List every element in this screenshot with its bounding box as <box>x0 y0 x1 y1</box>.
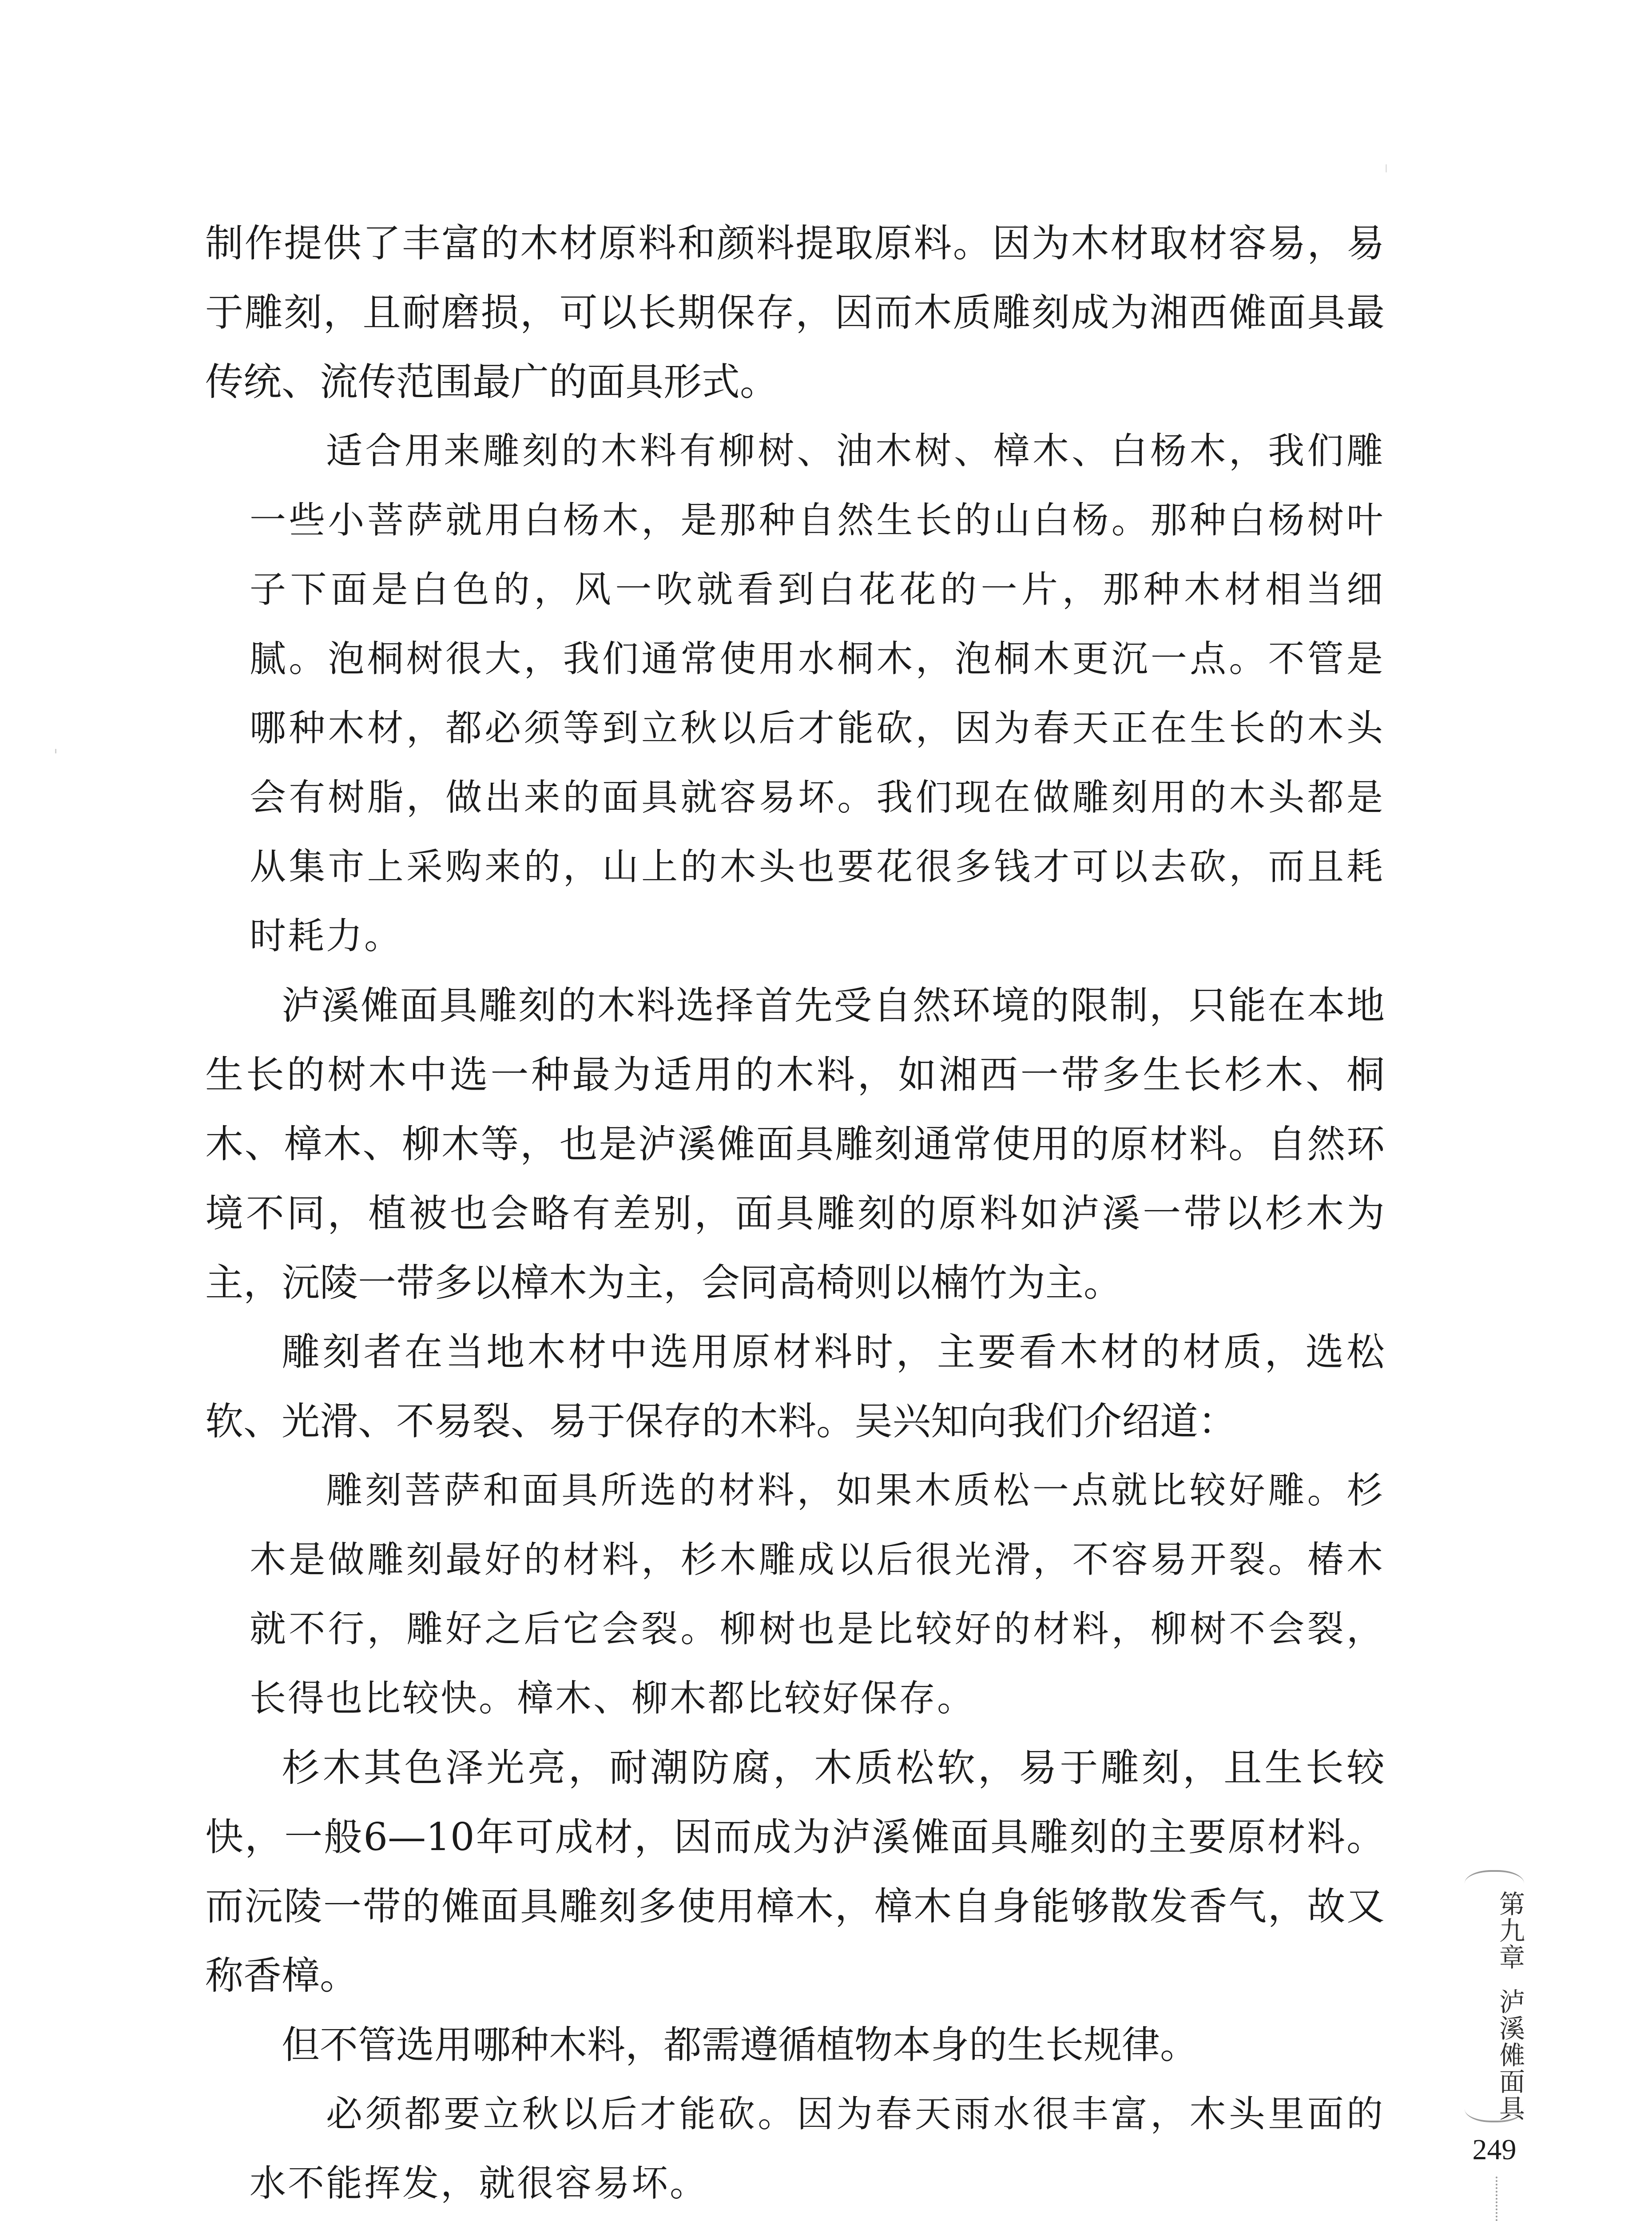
paragraph: 杉木其色泽光亮，耐潮防腐，木质松软，易于雕刻，且生长较快，一般6—10年可成材，因而成为泸溪傩面具雕刻的主要原材料。而沅陵一带的傩面具雕刻多使用樟木，樟木自身能够散发香气，故又称香樟。 <box>205 1746 1385 1998</box>
chapter-label: 第九章 <box>1495 1891 1525 1970</box>
page-number: 249 <box>1472 2133 1517 2166</box>
interview-quote: 必须都要立秋以后才能砍。因为春天雨水很丰富，木头里面的水不能挥发，就很容易坏。 <box>250 2093 1385 2205</box>
paragraph <box>205 2218 1385 2221</box>
paragraph: 泸溪傩面具雕刻的木料选择首先受自然环境的限制，只能在本地生长的树木中选一种最为适用的木料，如湘西一带多生长杉木、桐木、樟木、柳木等，也是泸溪傩面具雕刻通常使用的原材料。自然环境不同，植被也会略有差别，面具雕刻的原料如泸溪一带以杉木为主，沅陵一带多以樟木为主，会同高椅则以楠竹为主。 <box>205 983 1385 1305</box>
chapter-side-tab <box>1465 1870 1524 2122</box>
interview-quote: 雕刻菩萨和面具所选的材料，如果木质松一点就比较好雕。杉木是做雕刻最好的材料，杉木雕成以后很光滑，不容易开裂。椿木就不行，雕好之后它会裂。柳树也是比较好的材料，柳树不会裂，长得也比较快。樟木、柳木都比较好保存。 <box>250 1469 1385 1719</box>
paragraph: 但不管选用哪种木料，都需遵循植物本身的生长规律。 <box>282 2023 1198 2067</box>
body-text <box>205 209 1385 2221</box>
dotted-rule <box>1496 2177 1497 2221</box>
crop-mark <box>55 749 56 753</box>
chapter-title: 泸溪傩面具 <box>1495 1988 1525 2121</box>
crop-mark <box>1386 164 1387 172</box>
side-tab-text <box>1465 1891 1524 2121</box>
interview-quote: 适合用来雕刻的木料有柳树、油木树、樟木、白杨木，我们雕一些小菩萨就用白杨木，是那种自然生长的山白杨。那种白杨树叶子下面是白色的，风一吹就看到白花花的一片，那种木材相当细腻。泡桐树很大，我们通常使用水桐木，泡桐木更沉一点。不管是哪种木材，都必须等到立秋以后才能砍，因为春天正在生长的木头会有树脂，做出来的面具就容易坏。我们现在做雕刻用的木头都是从集市上采购来的，山上的木头也要花很多钱才可以去砍，而且耗时耗力。 <box>250 430 1385 957</box>
paragraph: 制作提供了丰富的木材原料和颜料提取原料。因为木材取材容易，易于雕刻，且耐磨损，可以长期保存，因而木质雕刻成为湘西傩面具最传统、流传范围最广的面具形式。 <box>205 221 1385 404</box>
paragraph: 雕刻者在当地木材中选用原材料时，主要看木材的材质，选松软、光滑、不易裂、易于保存的木料。吴兴知向我们介绍道： <box>205 1330 1385 1444</box>
